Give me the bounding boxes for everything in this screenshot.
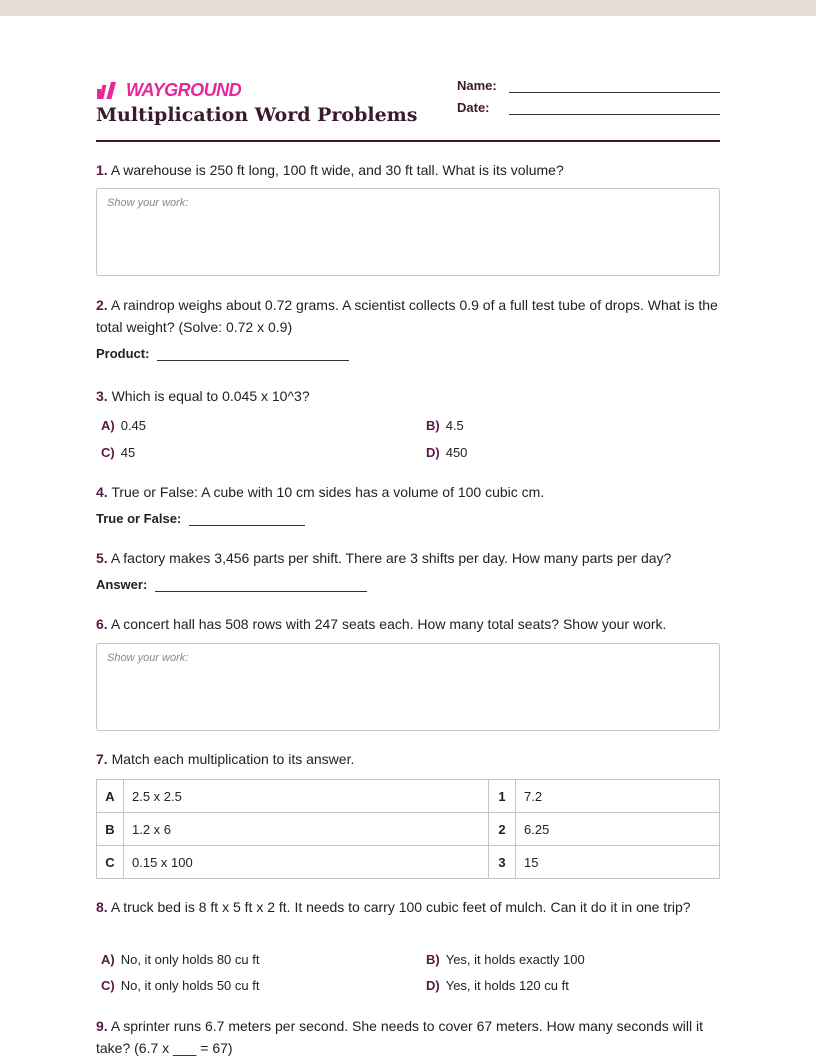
question-text: A truck bed is 8 ft x 5 ft x 2 ft. It needs to carry 100 cubic feet of mulch. Can it do it in one trip?: [110, 899, 691, 915]
question-number: 2.: [96, 297, 108, 313]
option-text: Yes, it holds 120 cu ft: [445, 978, 569, 993]
left-key: A: [97, 780, 124, 813]
option-key: C): [101, 445, 115, 460]
option-b[interactable]: [426, 952, 585, 967]
work-box-6[interactable]: [96, 643, 720, 731]
option-a[interactable]: [101, 952, 259, 967]
left-key: C: [97, 846, 124, 879]
question-number: 6.: [96, 616, 108, 632]
option-d[interactable]: [426, 445, 467, 460]
name-label: Name:: [457, 78, 497, 93]
table-row: [97, 813, 720, 846]
option-c[interactable]: [101, 445, 135, 460]
option-c[interactable]: [101, 978, 259, 993]
work-box-1[interactable]: [96, 188, 720, 276]
answer-label: True or False:: [96, 511, 182, 526]
answer-field-4[interactable]: [96, 511, 305, 526]
question-5: [96, 547, 720, 569]
option-key: A): [101, 418, 115, 433]
right-key: 3: [489, 846, 516, 879]
option-key: D): [426, 445, 440, 460]
option-b[interactable]: [426, 418, 464, 433]
question-text: Match each multiplication to its answer.: [111, 751, 355, 767]
option-text: 450: [445, 445, 468, 460]
date-label: Date:: [457, 100, 490, 115]
question-6: [96, 613, 720, 635]
question-9: [96, 1015, 720, 1059]
brand-name: WAYGROUND: [126, 80, 242, 100]
question-text: A factory makes 3,456 parts per shift. There are 3 shifts per day. How many parts per day?: [110, 550, 672, 566]
question-number: 8.: [96, 899, 108, 915]
question-text: A warehouse is 250 ft long, 100 ft wide, and 30 ft tall. What is its volume?: [110, 162, 564, 178]
left-value: 1.2 x 6: [124, 813, 489, 846]
name-line[interactable]: [509, 78, 720, 93]
left-value: 2.5 x 2.5: [124, 780, 489, 813]
option-text: No, it only holds 50 cu ft: [120, 978, 260, 993]
answer-line[interactable]: [189, 511, 305, 526]
question-number: 5.: [96, 550, 108, 566]
option-text: 45: [120, 445, 136, 460]
name-field[interactable]: [457, 78, 720, 93]
question-8: [96, 896, 720, 918]
answer-field-2[interactable]: [96, 346, 349, 361]
answer-label: Answer:: [96, 577, 148, 592]
table-row: [97, 780, 720, 813]
question-text: True or False: A cube with 10 cm sides has a volume of 100 cubic cm.: [111, 484, 545, 500]
answer-field-5[interactable]: [96, 577, 367, 592]
work-placeholder: Show your work:: [107, 197, 189, 209]
worksheet-header: [96, 78, 720, 142]
question-text: A raindrop weighs about 0.72 grams. A scientist collects 0.9 of a full test tube of drops. What is the total weight? (Solve: 0.72 x 0.9): [96, 297, 718, 335]
matching-table: [96, 779, 720, 879]
question-number: 7.: [96, 751, 108, 767]
option-text: No, it only holds 80 cu ft: [120, 952, 260, 967]
question-text: A concert hall has 508 rows with 247 seats each. How many total seats? Show your work.: [110, 616, 667, 632]
option-key: A): [101, 952, 115, 967]
option-text: 0.45: [120, 418, 147, 433]
answer-line[interactable]: [155, 577, 367, 592]
brand-logo: [96, 80, 241, 101]
page-title: Multiplication Word Problems: [96, 104, 418, 126]
question-1: [96, 159, 720, 181]
left-key: B: [97, 813, 124, 846]
option-text: 4.5: [445, 418, 464, 433]
top-bar: [0, 0, 816, 16]
date-line[interactable]: [509, 100, 720, 115]
right-key: 2: [489, 813, 516, 846]
question-number: 1.: [96, 162, 108, 178]
option-key: C): [101, 978, 115, 993]
question-text: A sprinter runs 6.7 meters per second. She needs to cover 67 meters. How many seconds will it take? (6.7 x ___ = 67): [96, 1018, 703, 1056]
option-a[interactable]: [101, 418, 146, 433]
logo-mark-icon: [96, 82, 122, 100]
left-value: 0.15 x 100: [124, 846, 489, 879]
option-text: Yes, it holds exactly 100: [445, 952, 585, 967]
question-number: 3.: [96, 388, 108, 404]
option-key: B): [426, 952, 440, 967]
question-4: [96, 481, 720, 503]
question-text: Which is equal to 0.045 x 10^3?: [111, 388, 310, 404]
question-number: 9.: [96, 1018, 108, 1034]
option-key: B): [426, 418, 440, 433]
option-d[interactable]: [426, 978, 569, 993]
right-value: 7.2: [516, 780, 720, 813]
question-3: [96, 385, 720, 407]
question-7: [96, 748, 720, 770]
question-2: [96, 294, 720, 338]
answer-label: Product:: [96, 346, 150, 361]
work-placeholder: Show your work:: [107, 652, 189, 664]
question-number: 4.: [96, 484, 108, 500]
right-value: 6.25: [516, 813, 720, 846]
date-field[interactable]: [457, 100, 720, 115]
right-value: 15: [516, 846, 720, 879]
answer-line[interactable]: [157, 346, 349, 361]
option-key: D): [426, 978, 440, 993]
right-key: 1: [489, 780, 516, 813]
table-row: [97, 846, 720, 879]
